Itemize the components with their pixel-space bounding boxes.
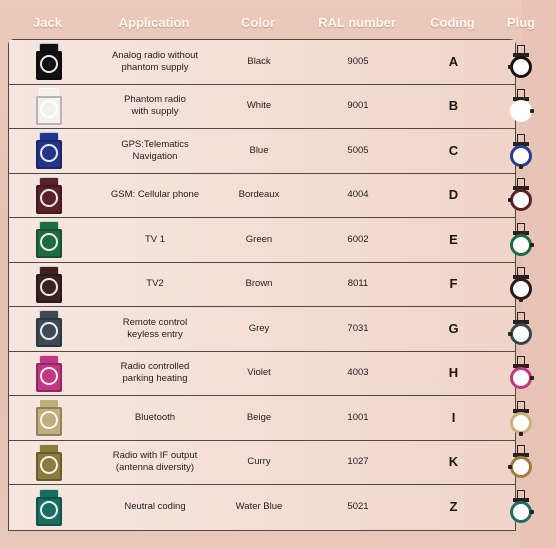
jack-cell bbox=[9, 485, 88, 530]
plug-coding-key bbox=[530, 510, 534, 514]
color-cell: Curry bbox=[247, 456, 271, 468]
application-cell: Phantom radio with supply bbox=[124, 94, 186, 118]
jack-icon bbox=[36, 43, 62, 80]
jack-socket bbox=[40, 55, 58, 73]
color-cell: Bordeaux bbox=[238, 189, 280, 201]
application-cell: GSM: Cellular phone bbox=[110, 189, 200, 201]
plug-icon bbox=[509, 312, 515, 346]
plug-icon bbox=[509, 490, 515, 524]
jack-icon bbox=[36, 444, 62, 481]
table-row bbox=[9, 485, 515, 530]
application-cell: Neutral coding bbox=[124, 501, 186, 513]
jack-icon bbox=[36, 221, 62, 258]
plug-coding-key bbox=[530, 376, 534, 380]
plug-cell bbox=[487, 263, 515, 307]
plug-ring bbox=[510, 456, 532, 478]
ral-number-cell: 9001 bbox=[347, 100, 369, 112]
plug-cell bbox=[487, 485, 515, 530]
table-row bbox=[9, 174, 515, 219]
jack-cell bbox=[9, 40, 88, 84]
plug-ring bbox=[510, 145, 532, 167]
table-header bbox=[8, 5, 536, 39]
ral-number-cell: 4003 bbox=[347, 367, 369, 379]
coding-cell: A bbox=[448, 53, 459, 69]
jack-icon bbox=[36, 266, 62, 303]
header-coding: Coding bbox=[430, 14, 475, 30]
table-row bbox=[9, 40, 515, 85]
header-color: Color bbox=[241, 14, 275, 30]
plug-icon bbox=[509, 178, 515, 212]
jack-socket bbox=[40, 501, 58, 519]
ral-number-cell: 7031 bbox=[347, 322, 369, 334]
plug-icon bbox=[509, 445, 515, 479]
jack-socket bbox=[40, 367, 58, 385]
application-cell: Radio with IF output (antenna diversity) bbox=[112, 450, 198, 474]
ral-number-cell: 4004 bbox=[347, 189, 369, 201]
color-cell: Brown bbox=[245, 278, 273, 290]
table-row bbox=[9, 352, 515, 397]
jack-socket bbox=[40, 233, 58, 251]
ral-number-cell: 9005 bbox=[347, 55, 369, 67]
plug-cell bbox=[487, 218, 515, 262]
application-cell: Remote control keyless entry bbox=[122, 316, 188, 340]
plug-icon bbox=[509, 401, 515, 435]
ral-number-cell: 5005 bbox=[347, 144, 369, 156]
color-cell: Water Blue bbox=[235, 501, 283, 513]
table-row bbox=[9, 129, 515, 174]
color-cell: Green bbox=[245, 233, 273, 245]
plug-ring bbox=[510, 501, 532, 523]
plug-coding-key bbox=[519, 298, 523, 302]
jack-socket bbox=[40, 144, 58, 162]
jack-cell bbox=[9, 263, 88, 307]
application-cell: TV 1 bbox=[144, 233, 166, 245]
jack-icon bbox=[36, 310, 62, 347]
header-ral-number: RAL number bbox=[318, 14, 396, 30]
coding-cell: D bbox=[448, 187, 459, 203]
plug-coding-key bbox=[508, 332, 512, 336]
coding-cell: G bbox=[448, 320, 459, 336]
jack-icon bbox=[36, 355, 62, 392]
plug-icon bbox=[509, 356, 515, 390]
table-row bbox=[9, 218, 515, 263]
plug-cell bbox=[487, 441, 515, 485]
header-jack: Jack bbox=[33, 14, 62, 30]
jack-socket bbox=[40, 100, 58, 118]
plug-coding-key bbox=[508, 465, 512, 469]
color-cell: Violet bbox=[247, 367, 271, 379]
header-application: Application bbox=[118, 14, 190, 30]
application-cell: GPS:Telematics Navigation bbox=[121, 138, 189, 162]
jack-cell bbox=[9, 129, 88, 173]
ral-number-cell: 5021 bbox=[347, 501, 369, 513]
ral-number-cell: 1027 bbox=[347, 456, 369, 468]
plug-ring bbox=[510, 234, 532, 256]
plug-coding-key bbox=[508, 65, 512, 69]
jack-socket bbox=[40, 278, 58, 296]
color-cell: White bbox=[246, 100, 272, 112]
coding-cell: F bbox=[449, 276, 458, 292]
jack-cell bbox=[9, 352, 88, 396]
plug-cell bbox=[487, 129, 515, 173]
jack-cell bbox=[9, 396, 88, 440]
plug-ring bbox=[510, 323, 532, 345]
jack-cell bbox=[9, 307, 88, 351]
jack-cell bbox=[9, 441, 88, 485]
jack-icon bbox=[36, 399, 62, 436]
jack-icon bbox=[36, 489, 62, 526]
table-row bbox=[9, 85, 515, 130]
plug-cell bbox=[487, 174, 515, 218]
application-cell: Analog radio without phantom supply bbox=[111, 49, 199, 73]
jack-icon bbox=[36, 132, 62, 169]
coding-cell: C bbox=[448, 142, 459, 158]
plug-icon bbox=[509, 134, 515, 168]
table-row bbox=[9, 307, 515, 352]
plug-coding-key bbox=[519, 165, 523, 169]
plug-ring bbox=[510, 189, 532, 211]
jack-socket bbox=[40, 456, 58, 474]
plug-cell bbox=[487, 307, 515, 351]
coding-cell: I bbox=[451, 409, 456, 425]
jack-cell bbox=[9, 174, 88, 218]
coding-cell: B bbox=[448, 98, 459, 114]
plug-ring bbox=[510, 56, 532, 78]
color-cell: Beige bbox=[246, 411, 272, 423]
plug-ring bbox=[510, 412, 532, 434]
plug-icon bbox=[509, 45, 515, 79]
coding-cell: Z bbox=[449, 499, 458, 515]
jack-icon bbox=[36, 177, 62, 214]
table-row bbox=[9, 396, 515, 441]
plug-coding-key bbox=[508, 198, 512, 202]
coding-cell: E bbox=[449, 231, 458, 247]
plug-ring bbox=[510, 367, 532, 389]
plug-cell bbox=[487, 396, 515, 440]
application-cell: Bluetooth bbox=[134, 411, 176, 423]
color-cell: Grey bbox=[248, 322, 270, 334]
application-cell: Radio controlled parking heating bbox=[120, 361, 190, 385]
plug-ring bbox=[510, 100, 532, 122]
color-cell: Black bbox=[247, 55, 271, 67]
jack-icon bbox=[36, 88, 62, 125]
application-cell: TV2 bbox=[146, 278, 164, 290]
plug-coding-key bbox=[519, 432, 523, 436]
plug-cell bbox=[487, 40, 515, 84]
header-plug: Plug bbox=[506, 14, 536, 30]
table-row bbox=[9, 441, 515, 486]
ral-number-cell: 6002 bbox=[347, 233, 369, 245]
color-cell: Blue bbox=[249, 144, 269, 156]
plug-cell bbox=[487, 85, 515, 129]
coding-cell: K bbox=[448, 454, 459, 470]
plug-coding-key bbox=[530, 243, 534, 247]
table-row bbox=[9, 263, 515, 308]
jack-socket bbox=[40, 189, 58, 207]
plug-ring bbox=[510, 278, 532, 300]
jack-socket bbox=[40, 322, 58, 340]
ral-number-cell: 1001 bbox=[347, 411, 369, 423]
jack-cell bbox=[9, 85, 88, 129]
plug-icon bbox=[509, 223, 515, 257]
jack-socket bbox=[40, 411, 58, 429]
plug-coding-key bbox=[530, 109, 534, 113]
plug-icon bbox=[509, 267, 515, 301]
plug-icon bbox=[509, 89, 515, 123]
coding-cell: H bbox=[448, 365, 459, 381]
coding-table bbox=[8, 39, 516, 531]
jack-cell bbox=[9, 218, 88, 262]
plug-cell bbox=[487, 352, 515, 396]
ral-number-cell: 8011 bbox=[347, 278, 369, 290]
